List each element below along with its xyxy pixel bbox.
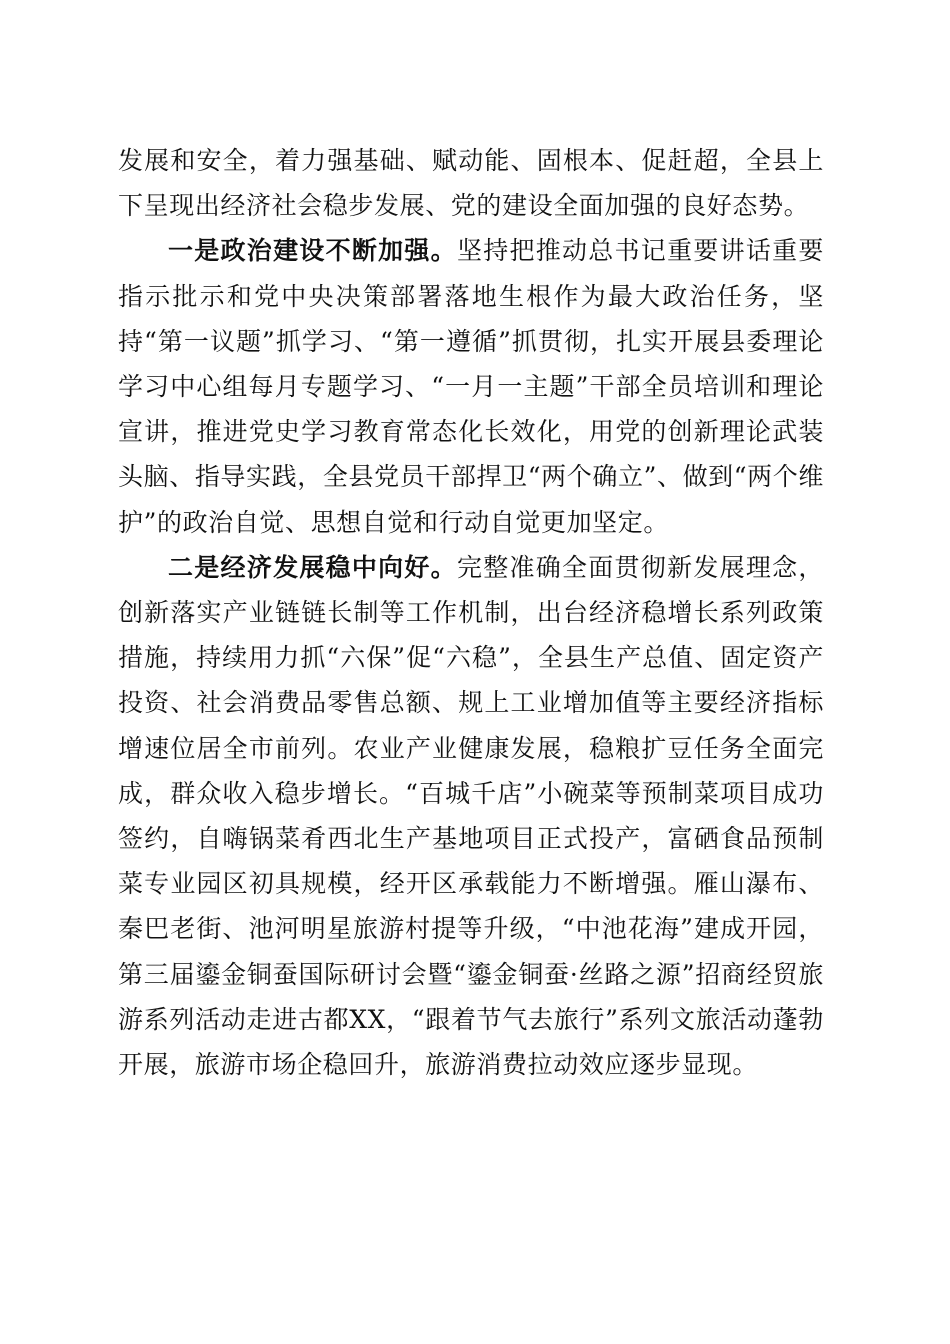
paragraph-lead-heading: 一是政治建设不断加强。 bbox=[168, 236, 457, 266]
paragraph-text: 坚持把推动总书记重要讲话重要指示批示和党中央决策部署落地生根作为最大政治任务，坚持“第一议题”抓学习、“第一遵循”抓贯彻，扎实开展县委理论学习中心组每月专题学习、“一月一主题”干部全员培训和理论宣讲，推进党史学习教育常态化长效化，用党的创新理论武装头脑、指导实践，全县党员干部捍卫“两个确立”、做到“两个维护”的政治自觉、思想自觉和行动自觉更加坚定。 bbox=[118, 236, 824, 537]
paragraph-political-construction bbox=[118, 228, 824, 544]
paragraph-lead-heading: 二是经济发展稳中向好。 bbox=[168, 552, 457, 582]
paragraph-text: 完整准确全面贯彻新发展理念，创新落实产业链链长制等工作机制，出台经济稳增长系列政策措施，持续用力抓“六保”促“六稳”，全县生产总值、固定资产投资、社会消费品零售总额、规上工业增加值等主要经济指标增速位居全市前列。农业产业健康发展，稳粮扩豆任务全面完成，群众收入稳步增长。“百城千店”小碗菜等预制菜项目成功签约，自嗨锅菜肴西北生产基地项目正式投产，富硒食品预制菜专业园区初具规模，经开区承载能力不断增强。雁山瀑布、秦巴老街、池河明星旅游村提等升级，“中池花海”建成开园，第三届鎏金铜蚕国际研讨会暨“鎏金铜蚕·丝路之源”招商经贸旅游系列活动走进古都XX，“跟着节气去旅行”系列文旅活动蓬勃开展，旅游市场企稳回升，旅游消费拉动效应逐步显现。 bbox=[118, 552, 824, 1080]
paragraph-intro-continuation bbox=[118, 138, 824, 228]
paragraph-text: 发展和安全，着力强基础、赋动能、固根本、促赶超，全县上下呈现出经济社会稳步发展、党的建设全面加强的良好态势。 bbox=[118, 146, 824, 221]
paragraph-economic-development bbox=[118, 545, 824, 1087]
document-body bbox=[118, 138, 824, 1087]
